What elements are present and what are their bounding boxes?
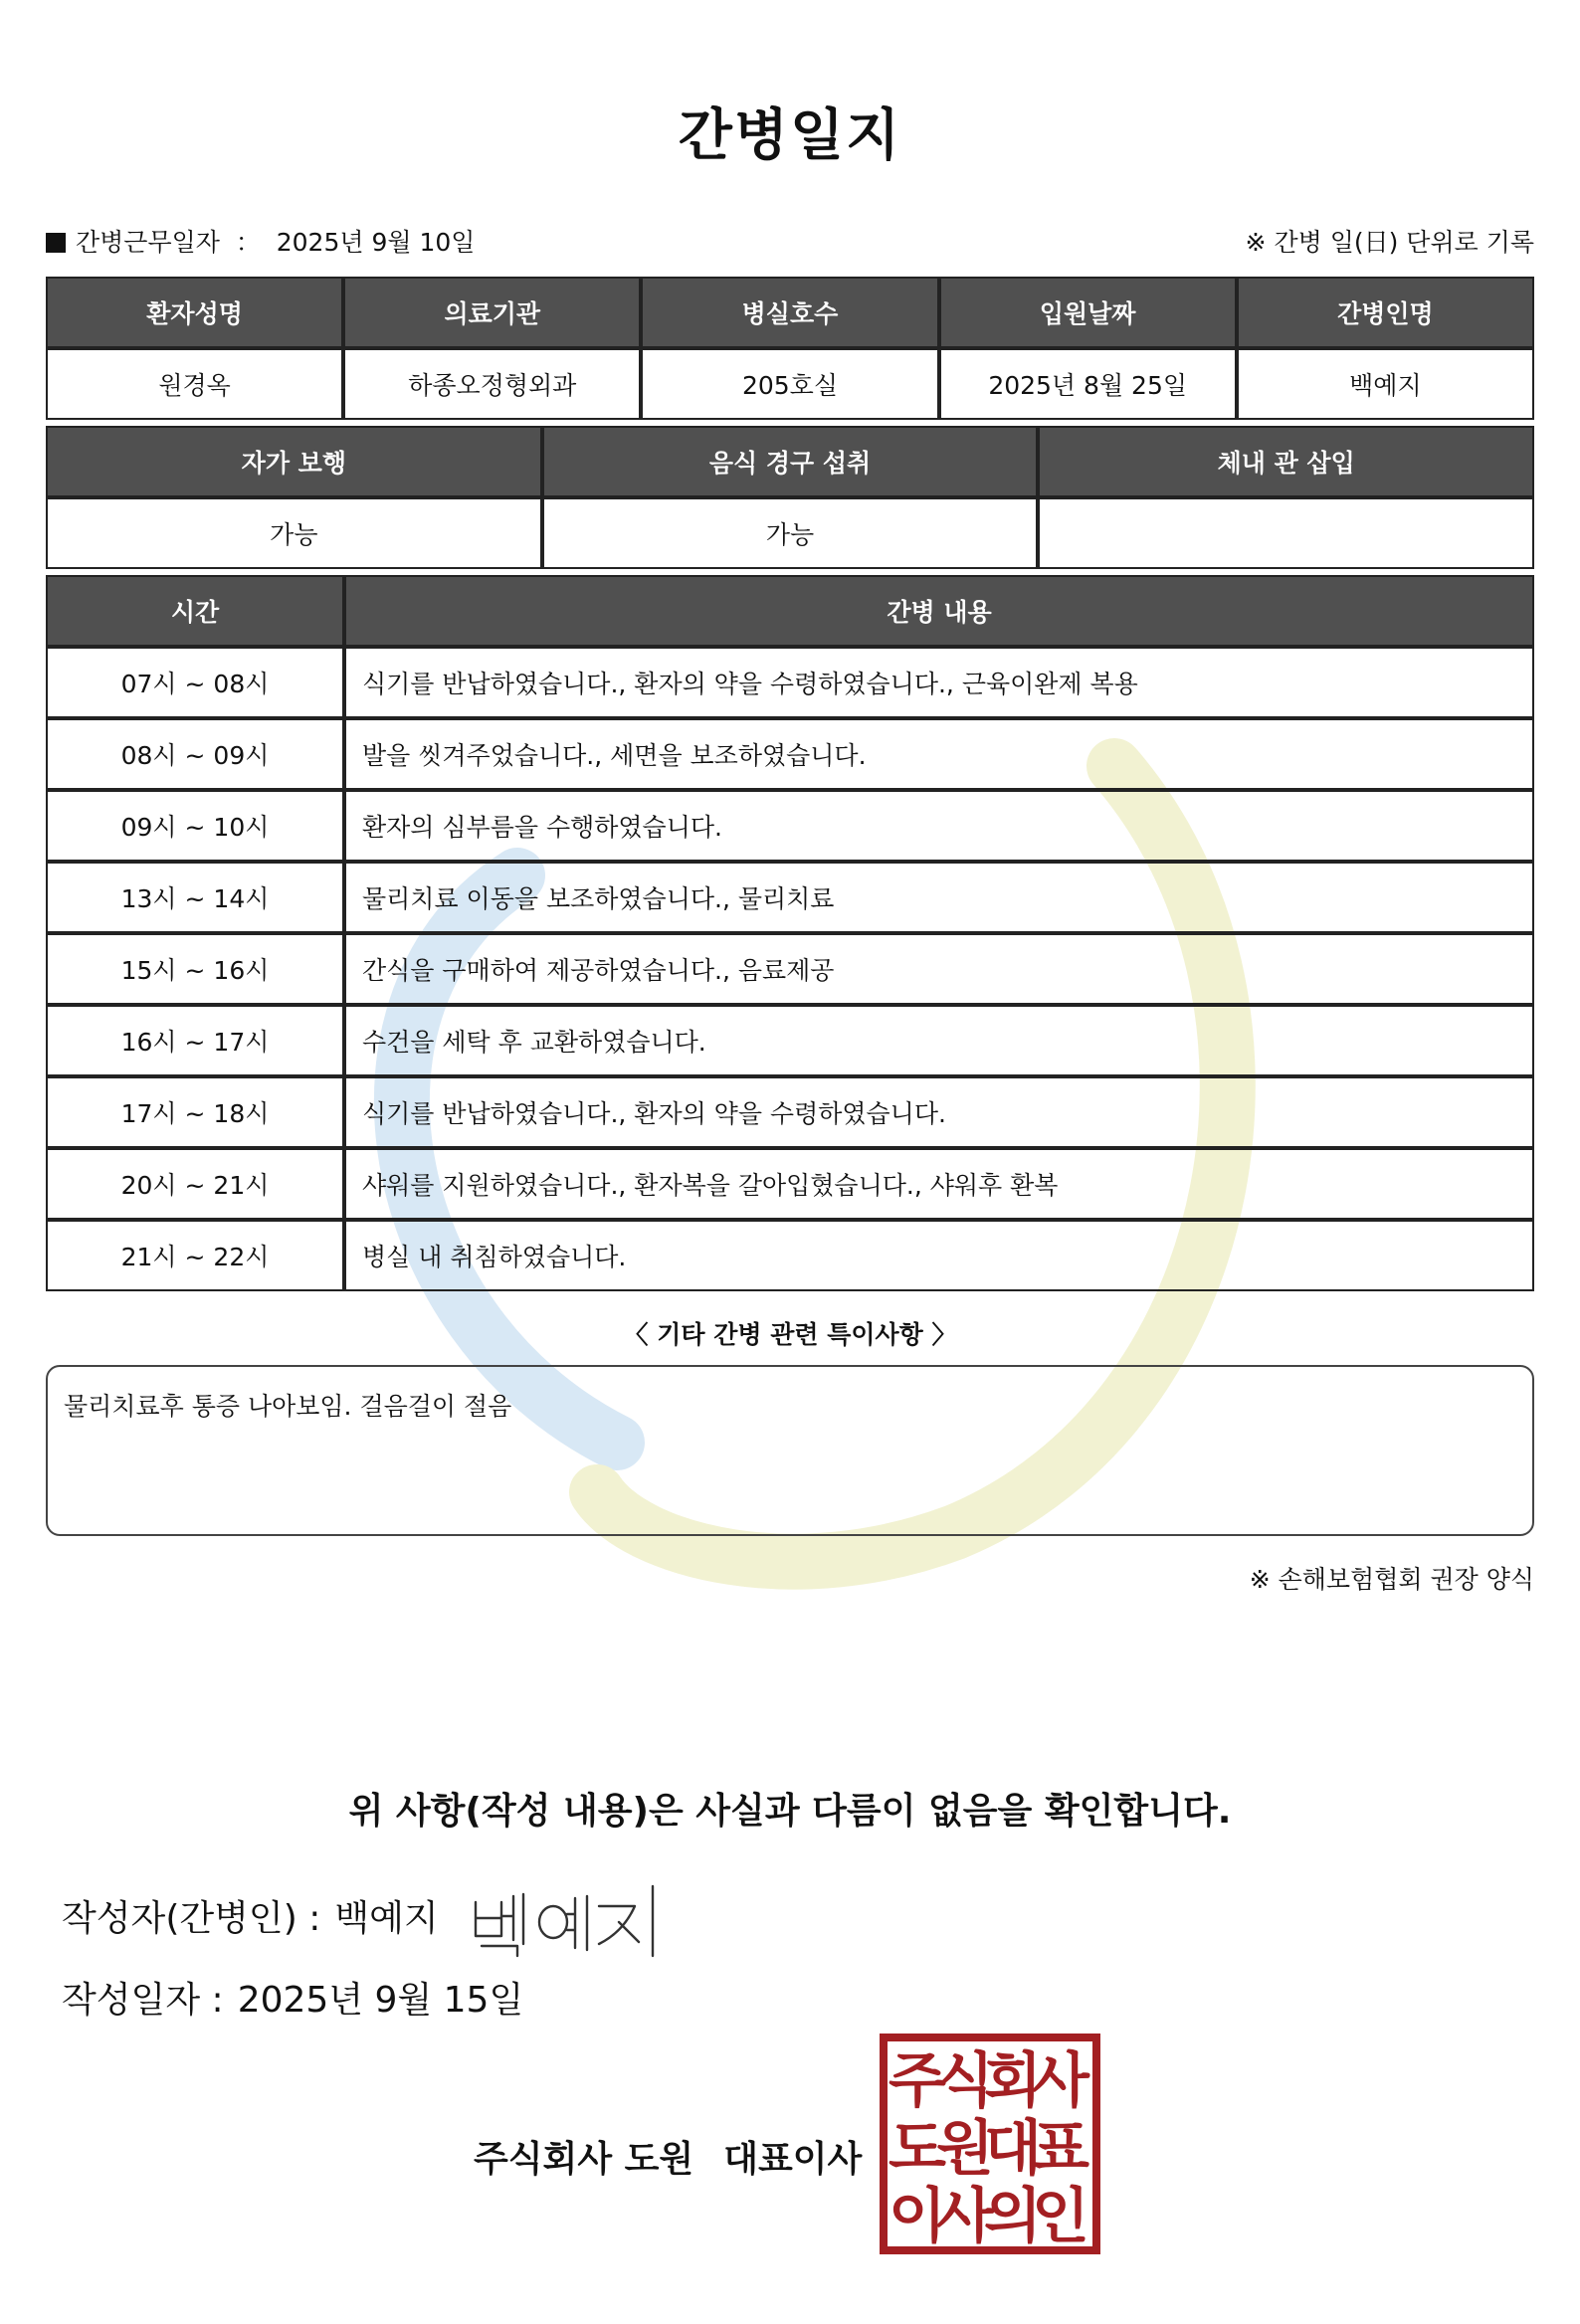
work-date <box>46 223 475 259</box>
table-row <box>46 1220 1534 1291</box>
time-cell: 09시 ~ 10시 <box>46 790 344 862</box>
written-date-label: 작성일자 : <box>62 1980 224 2021</box>
svg-text:도: 도 <box>889 2114 946 2184</box>
institution: 하종오정형외과 <box>343 348 641 420</box>
header-time: 시간 <box>46 575 344 647</box>
document-title: 간병일지 <box>678 103 902 168</box>
patient-info-table <box>46 277 1534 420</box>
time-cell: 16시 ~ 17시 <box>46 1005 344 1076</box>
svg-text:표: 표 <box>1032 2114 1089 2184</box>
header-room: 병실호수 <box>641 277 938 348</box>
writer-name: 백예지 <box>334 1898 439 1939</box>
recommend-note: ※ 손해보험협회 권장 양식 <box>1249 1565 1534 1594</box>
table-row <box>46 718 1534 790</box>
svg-text:회: 회 <box>984 2046 1042 2116</box>
meta-row <box>46 223 1534 263</box>
notes-text: 물리치료후 통증 나아보임. 걸음걸이 절음 <box>64 1392 512 1421</box>
writer-row <box>62 1890 453 1941</box>
svg-text:사: 사 <box>1032 2046 1089 2116</box>
content-cell: 간식을 구매하여 제공하였습니다., 음료제공 <box>344 933 1534 1005</box>
written-date-value: 2025년 9월 15일 <box>237 1980 524 2021</box>
table-row <box>46 1005 1534 1076</box>
table-row <box>46 790 1534 862</box>
record-unit-note: ※ 간병 일(日) 단위로 기록 <box>1245 228 1534 257</box>
content-cell: 환자의 심부름을 수행하였습니다. <box>344 790 1534 862</box>
work-date-separator: ： <box>235 228 261 257</box>
patient-status-table <box>46 426 1534 569</box>
notes-box <box>46 1365 1534 1536</box>
caregiver-name: 백예지 <box>1237 348 1534 420</box>
content-cell: 물리치료 이동을 보조하였습니다., 물리치료 <box>344 862 1534 933</box>
work-date-value: 2025년 9월 10일 <box>276 228 476 257</box>
header-institution: 의료기관 <box>343 277 641 348</box>
svg-text:원: 원 <box>936 2114 994 2184</box>
table-header-row <box>46 426 1534 497</box>
confirmation-statement: 위 사항(작성 내용)은 사실과 다름이 없음을 확인합니다. <box>348 1791 1232 1832</box>
time-cell: 17시 ~ 18시 <box>46 1076 344 1148</box>
header-self-walking: 자가 보행 <box>46 426 542 497</box>
content-cell: 수건을 세탁 후 교환하였습니다. <box>344 1005 1534 1076</box>
writer-label: 작성자(간병인) : <box>62 1898 321 1939</box>
table-row <box>46 497 1534 569</box>
svg-text:주: 주 <box>889 2046 946 2116</box>
content-cell: 발을 씻겨주었습니다., 세면을 보조하였습니다. <box>344 718 1534 790</box>
table-header-row <box>46 575 1534 647</box>
header-caregiver-name: 간병인명 <box>1237 277 1534 348</box>
svg-text:사: 사 <box>936 2182 994 2251</box>
patient-name: 원경옥 <box>46 348 343 420</box>
company-name: 주식회사 도원 <box>474 2139 694 2180</box>
content-cell: 병실 내 취침하였습니다. <box>344 1220 1534 1291</box>
time-cell: 20시 ~ 21시 <box>46 1148 344 1220</box>
care-log-table <box>46 575 1534 1291</box>
content-cell: 식기를 반납하였습니다., 환자의 약을 수령하였습니다. <box>344 1076 1534 1148</box>
content-cell: 샤워를 지원하였습니다., 환자복을 갈아입혔습니다., 샤워후 환복 <box>344 1148 1534 1220</box>
svg-text:대: 대 <box>984 2114 1042 2184</box>
svg-text:이: 이 <box>889 2182 946 2251</box>
work-date-label: 간병근무일자 <box>76 228 220 257</box>
table-row <box>46 1076 1534 1148</box>
notes-heading: 〈 기타 간병 관련 특이사항 〉 <box>623 1320 957 1349</box>
table-row <box>46 933 1534 1005</box>
admission-date: 2025년 8월 25일 <box>939 348 1237 420</box>
self-walking-value: 가능 <box>46 497 542 569</box>
table-row <box>46 862 1534 933</box>
svg-text:인: 인 <box>1032 2182 1089 2251</box>
time-cell: 15시 ~ 16시 <box>46 933 344 1005</box>
oral-intake-value: 가능 <box>542 497 1039 569</box>
header-patient-name: 환자성명 <box>46 277 343 348</box>
time-cell: 08시 ~ 09시 <box>46 718 344 790</box>
square-bullet-icon <box>46 233 66 253</box>
svg-text:의: 의 <box>984 2182 1042 2251</box>
tube-insertion-value <box>1038 497 1534 569</box>
time-cell: 07시 ~ 08시 <box>46 647 344 718</box>
company-role: 대표이사 <box>723 2139 863 2180</box>
table-header-row <box>46 277 1534 348</box>
company-signature-line <box>474 2131 891 2182</box>
svg-text:식: 식 <box>936 2046 994 2116</box>
header-oral-intake: 음식 경구 섭취 <box>542 426 1039 497</box>
written-date-row <box>62 1972 537 2023</box>
header-admission-date: 입원날짜 <box>939 277 1237 348</box>
table-row <box>46 647 1534 718</box>
time-cell: 13시 ~ 14시 <box>46 862 344 933</box>
table-row <box>46 1148 1534 1220</box>
content-cell: 식기를 반납하였습니다., 환자의 약을 수령하였습니다., 근육이완제 복용 <box>344 647 1534 718</box>
header-tube-insertion: 체내 관 삽입 <box>1038 426 1534 497</box>
table-row <box>46 348 1534 420</box>
company-seal-stamp <box>880 2034 1100 2254</box>
handwritten-signature <box>468 1878 687 1960</box>
time-cell: 21시 ~ 22시 <box>46 1220 344 1291</box>
header-care-content: 간병 내용 <box>344 575 1534 647</box>
room-number: 205호실 <box>641 348 938 420</box>
